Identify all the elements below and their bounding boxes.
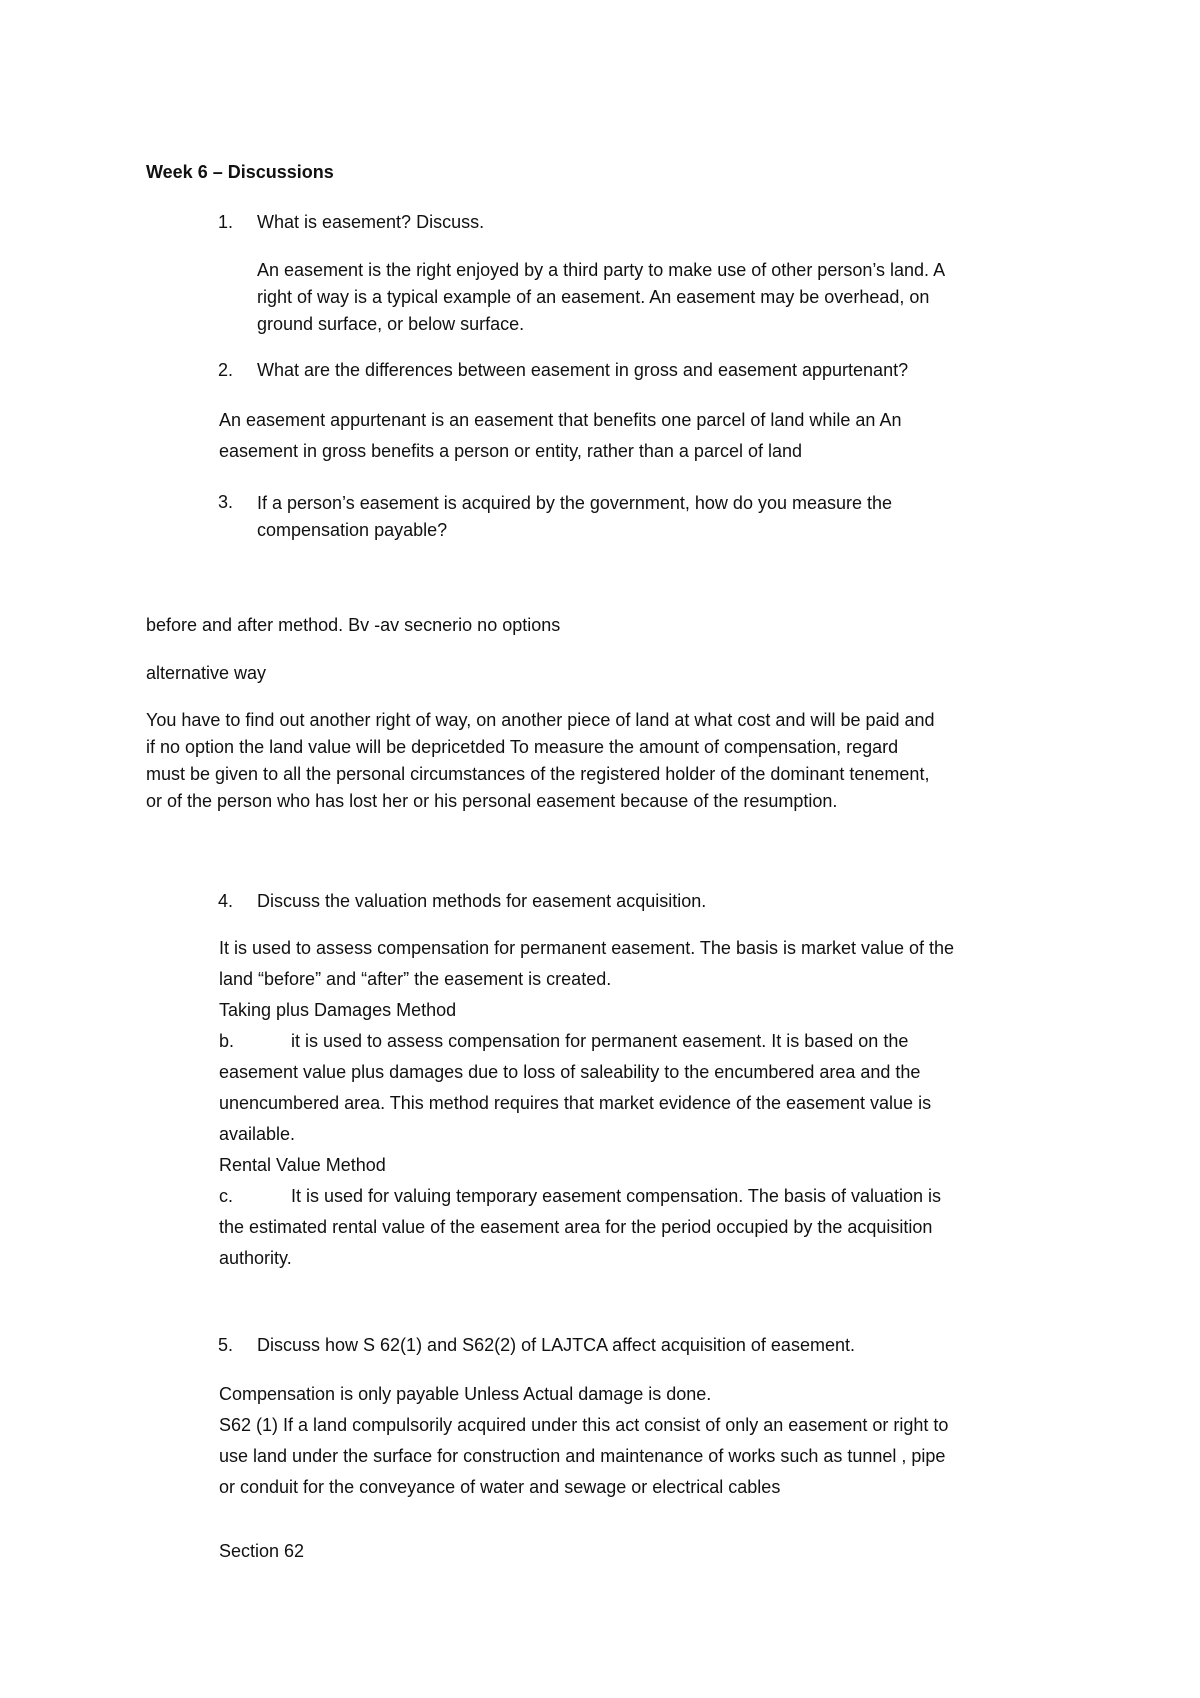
- q2-answer-line: An easement appurtenant is an easement that benefits one parcel of land while an An: [219, 410, 902, 430]
- q4-item-b-text: it is used to assess compensation for permanent easement. It is based on the: [291, 1031, 909, 1051]
- q3-question: [257, 490, 892, 544]
- q5-question: Discuss how S 62(1) and S62(2) of LAJTCA affect acquisition of easement.: [257, 1335, 855, 1355]
- q5-answer-line: S62 (1) If a land compulsorily acquired under this act consist of only an easement or right to: [219, 1415, 949, 1435]
- q4-answer-line: authority.: [219, 1248, 292, 1268]
- q5-answer-line: or conduit for the conveyance of water and sewage or electrical cables: [219, 1477, 781, 1497]
- q3-answer-p2: alternative way: [146, 663, 267, 683]
- q4-answer-line: easement value plus damages due to loss of saleability to the encumbered area and the: [219, 1062, 921, 1082]
- q3-answer-p3: [146, 707, 935, 815]
- q3-number: 3.: [218, 492, 234, 512]
- q3-answer-line: must be given to all the personal circumstances of the registered holder of the dominant tenement,: [146, 764, 930, 784]
- q4-answer-line: unencumbered area. This method requires that market evidence of the easement value is: [219, 1093, 932, 1113]
- q4-answer-line: land “before” and “after” the easement is created.: [219, 969, 612, 989]
- q1-answer-line: right of way is a typical example of an easement. An easement may be overhead, on: [257, 287, 930, 307]
- q1-answer: [257, 257, 945, 338]
- q4-item-b: [219, 1026, 954, 1057]
- q5-number: 5.: [218, 1335, 234, 1355]
- q4-answer-line: It is used to assess compensation for permanent easement. The basis is market value of the: [219, 938, 955, 958]
- q4-answer-line: the estimated rental value of the easement area for the period occupied by the acquisition: [219, 1217, 933, 1237]
- q3-answer-line: or of the person who has lost her or his personal easement because of the resumption.: [146, 791, 838, 811]
- q5-answer-line: use land under the surface for construction and maintenance of works such as tunnel , pipe: [219, 1446, 946, 1466]
- q3-answer-line: if no option the land value will be depricetded To measure the amount of compensation, regard: [146, 737, 899, 757]
- q1-number: 1.: [218, 212, 234, 232]
- q1-question: What is easement? Discuss.: [257, 212, 485, 232]
- q1-answer-line: An easement is the right enjoyed by a third party to make use of other person’s land. A: [257, 260, 946, 280]
- q3-question-line: compensation payable?: [257, 520, 448, 540]
- q4-item-c-letter: c.: [219, 1186, 234, 1206]
- q5-answer: [219, 1379, 948, 1503]
- q4-answer: [219, 933, 954, 1274]
- q2-number: 2.: [218, 360, 234, 380]
- q1-answer-line: ground surface, or below surface.: [257, 314, 525, 334]
- q4-method-heading: Rental Value Method: [219, 1155, 386, 1175]
- q5-answer-line: Compensation is only payable Unless Actual damage is done.: [219, 1384, 712, 1404]
- q4-number: 4.: [218, 891, 234, 911]
- document-title: Week 6 – Discussions: [146, 162, 334, 182]
- q2-answer-line: easement in gross benefits a person or entity, rather than a parcel of land: [219, 441, 803, 461]
- q3-answer-line: You have to find out another right of way, on another piece of land at what cost and will be paid and: [146, 710, 935, 730]
- q4-item-c: [219, 1181, 954, 1212]
- q4-question: Discuss the valuation methods for easement acquisition.: [257, 891, 707, 911]
- q4-item-c-text: It is used for valuing temporary easement compensation. The basis of valuation is: [291, 1186, 942, 1206]
- q2-question: What are the differences between easement in gross and easement appurtenant?: [257, 360, 909, 380]
- q3-question-line: If a person’s easement is acquired by the government, how do you measure the: [257, 493, 893, 513]
- q5-section-label: Section 62: [219, 1541, 305, 1561]
- q4-answer-line: available.: [219, 1124, 296, 1144]
- q2-answer: [219, 405, 901, 467]
- q4-item-b-letter: b.: [219, 1031, 235, 1051]
- q3-answer-p1: before and after method. Bv -av secnerio no options: [146, 615, 561, 635]
- q4-method-heading: Taking plus Damages Method: [219, 1000, 457, 1020]
